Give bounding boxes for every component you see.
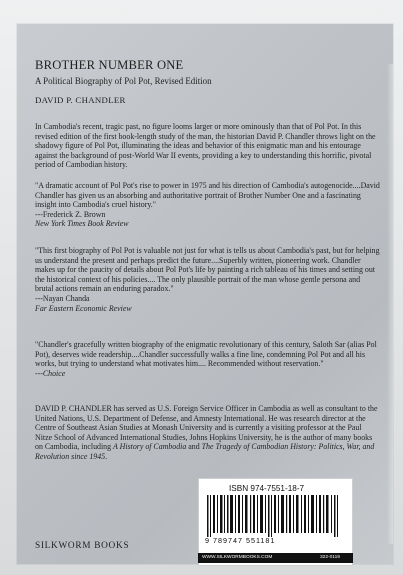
publisher-logo: SILKWORM BOOKS [35,541,130,551]
book-subtitle: A Political Biography of Pol Pot, Revised Edition [35,76,212,86]
review-3-source: Choice [42,368,66,378]
blurb-paragraph: In Cambodia's recent, tragic past, no figure looms larger or more ominously than that of Pol Pot. In this revised edition of the first book-length study of the man, the historian David P. Chandler throws light on the shadowy figure of Pol Pot, illuminating the ideas and behavior of this enigmatic man and his entourage against the background of post-World War II events, providing a key to understanding this horrific, pivotal period of Cambodian history. [35,122,376,170]
review-3-attribution [35,369,380,379]
review-1-quote: "A dramatic account of Pol Pot's rise to power in 1975 and his direction of Cambodia's autogenocide....David Chandler has given us an absorbing and authoritative portrait of Brother Number One and a fascinating insight into Cambodia's cruel history." [35,181,380,210]
review-1-attribution: ---Frederick Z. Brown [35,209,106,219]
isbn-label: ISBN 974-7551-18-7 [229,484,305,493]
bio-book-2: The Tragedy of Cambodian History: Politics, War, and Revolution since 1945 [35,442,375,461]
bio-book-1: A History of Cambodia [113,442,187,452]
review-2-source: Far Eastern Economic Review [35,303,132,313]
review-2-attribution: ---Nayan Chanda [35,293,90,303]
website-strip: WWW.SILKWORMBOOKS.COM [198,553,353,563]
book-title: BROTHER NUMBER ONE [35,58,184,72]
review-2 [35,246,380,313]
bio-and: and [186,442,202,452]
author-bio [35,404,380,462]
bio-end: . [105,451,108,461]
review-3 [35,340,380,378]
review-1-source: New York Times Book Review [35,219,129,229]
barcode-icon [205,495,345,537]
barcode-digits: 9 789747 551181 [205,536,276,545]
review-2-quote: "This first biography of Pol Pot is valuable not just for what is tells us about Cambodia's past, but for helping us understand the present and perhaps predict the future....Superbly written, pioneering work. Chandler makes up for the paucity of details about Pol Pot's life by painting a rich tableau of his times and setting out the historical context of his policies.... The only plausible portrait of the man whose gentle persona and brutal actions remain an enduring paradox." [35,246,380,294]
book-author: DAVID P. CHANDLER [35,95,126,105]
price-code: 322-0119 [320,555,340,560]
review-3-dash: --- [35,368,43,378]
review-3-quote: "Chandler's gracefully written biography of the enigmatic revolutionary of this century, Saloth Sar (alias Pol Pot), deserves wide readership....Chandler successfully walks a fine line, condemning Pol Pot and all his works, but trying to understand what motivates him.... Recommended without reservation." [35,340,377,369]
bio-text: DAVID P. CHANDLER has served as U.S. Foreign Service Officer in Cambodia as well as consultant to the United Nations, U.S. Department of Defense, and Amnesty International. He was research director at the Centre of Southeast Asian Studies at Monash University and is currently a visiting professor at the Paul Nitze School of Advanced International Studies, Johns Hopkins University, he is the author of many books on Cambodia, including [35,404,378,452]
review-1 [35,181,380,229]
cover-fold-highlight [387,64,393,544]
